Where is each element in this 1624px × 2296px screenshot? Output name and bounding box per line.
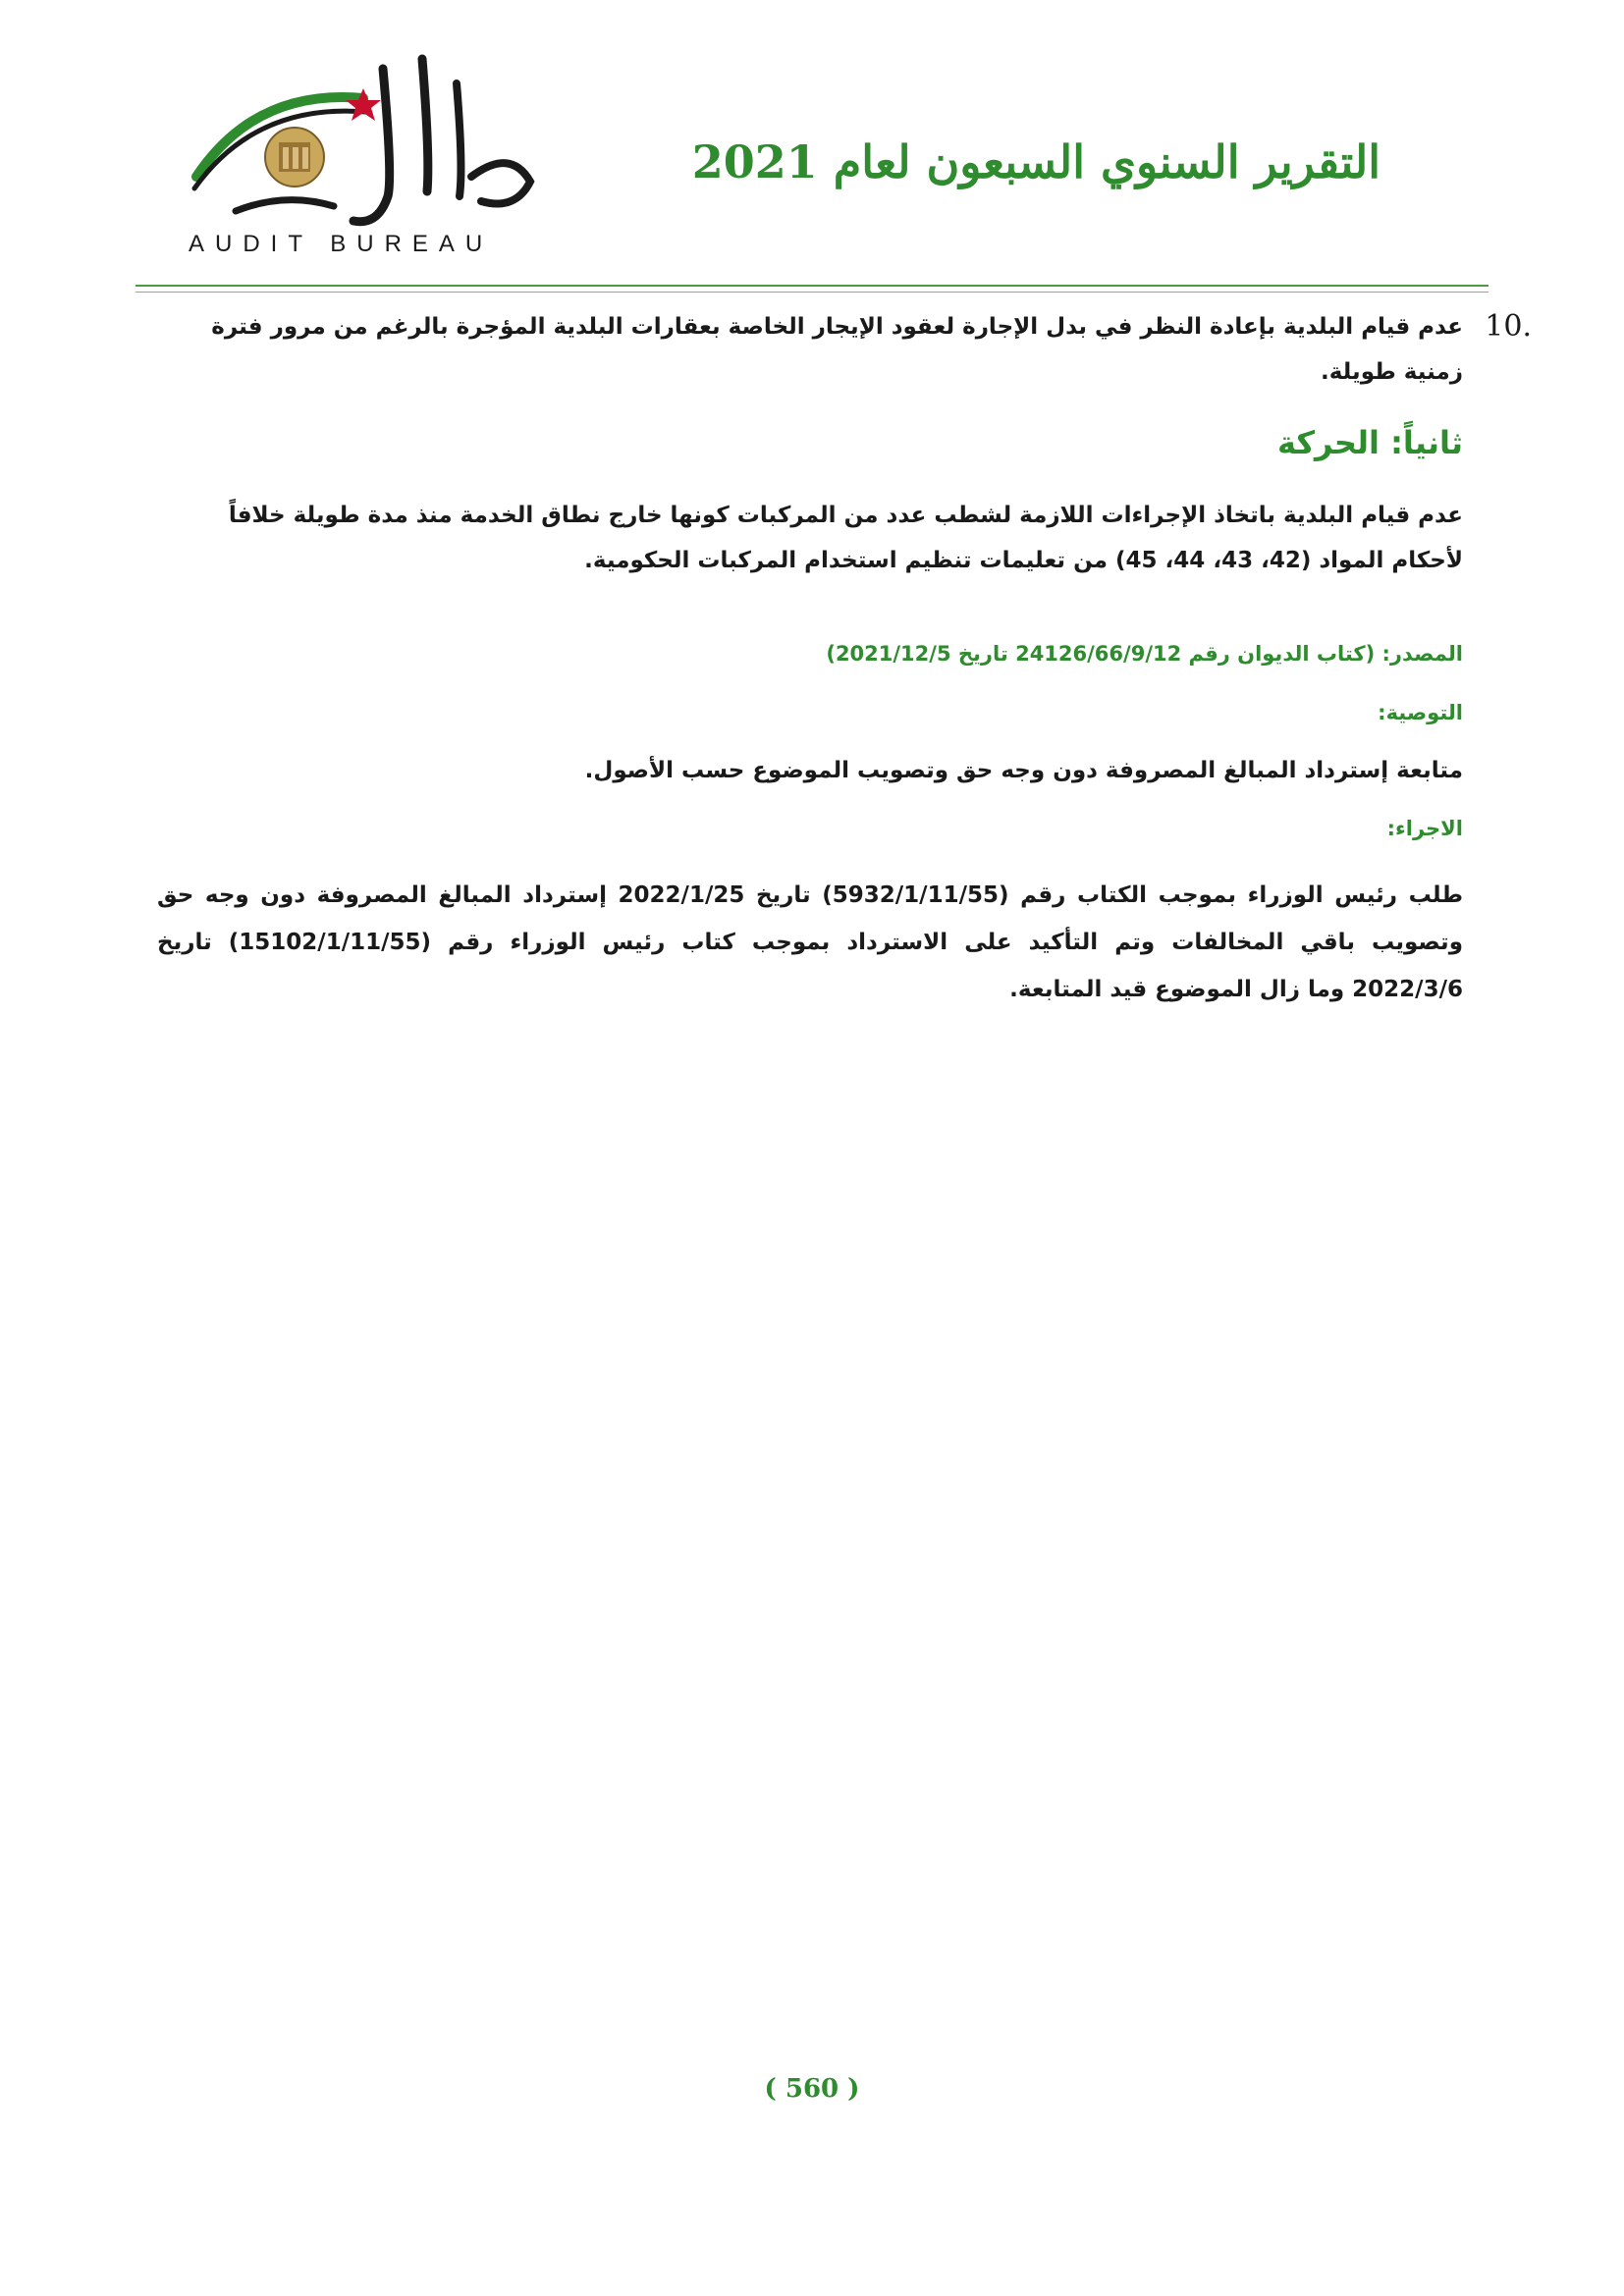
header-divider bbox=[135, 285, 1489, 287]
item-text: عدم قيام البلدية بإعادة النظر في بدل الإجارة لعقود الإيجار الخاصة بعقارات البلدية المؤجرة بالرغم من مرور فترة زمنية طويلة. bbox=[211, 314, 1463, 385]
recommendation-label: التوصية: bbox=[1378, 701, 1463, 724]
section-body-text: عدم قيام البلدية باتخاذ الإجراءات اللازمة لشطب عدد من المركبات كونها خارج نطاق الخدمة منذ مدة طويلة خلافاً لأحكام المواد (42، 43، 44، 45) من تعليمات تنظيم استخدام المركبات الحكومية. bbox=[228, 503, 1463, 573]
logo-english-text: AUDIT BUREAU bbox=[189, 231, 494, 255]
page-number: ( 560 ) bbox=[764, 2074, 860, 2104]
audit-bureau-logo bbox=[177, 29, 569, 255]
finding-item-10 bbox=[196, 304, 1532, 395]
recommendation-text: متابعة إسترداد المبالغ المصروفة دون وجه حق وتصويب الموضوع حسب الأصول. bbox=[584, 758, 1463, 783]
section-heading-movement: ثانياً: الحركة bbox=[1276, 424, 1463, 461]
report-title: التقرير السنوي السبعون لعام 2021 bbox=[691, 135, 1380, 188]
header-divider-thin bbox=[135, 292, 1489, 293]
source-reference: المصدر: (كتاب الديوان رقم 24126/66/9/12 تاريخ 2021/12/5) bbox=[826, 642, 1463, 666]
procedure-label: الاجراء: bbox=[1386, 817, 1463, 840]
procedure-text: طلب رئيس الوزراء بموجب الكتاب رقم (5932/1/11/55) تاريخ 2022/1/25 إسترداد المبالغ المصروفة دون وجه حق وتصويب باقي المخالفات وتم التأكيد على الاسترداد بموجب كتاب رئيس الوزراء رقم (15102/1/11/55) تاريخ 2022/3/6 وما زال الموضوع قيد المتابعة. bbox=[157, 882, 1463, 1002]
item-number: 10. bbox=[1485, 309, 1532, 344]
